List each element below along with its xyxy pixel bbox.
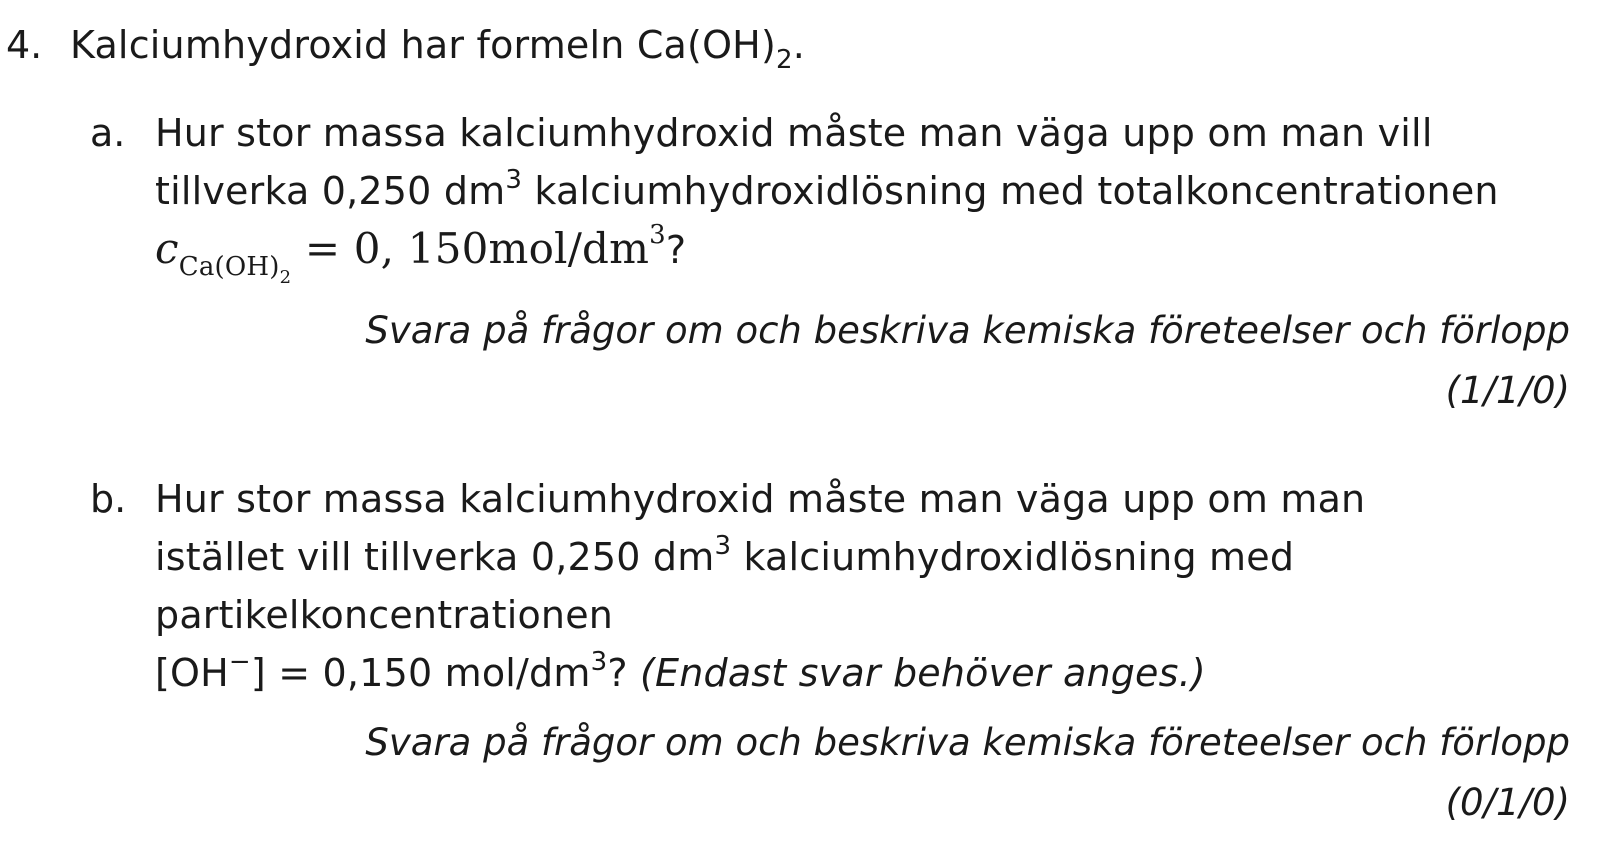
question-intro-text: Kalciumhydroxid har formeln Ca(OH): [70, 23, 776, 67]
part-b-line-4-pre: [OH: [155, 651, 229, 695]
question-intro: [70, 22, 806, 75]
part-a-label: a.: [90, 111, 126, 155]
part-b-label: b.: [90, 477, 127, 521]
part-a-line-1: Hur stor massa kalciumhydroxid måste man väga upp om man vill: [155, 111, 1433, 155]
part-a-formula-subscript: [178, 252, 292, 288]
part-a-formula: [155, 220, 687, 288]
part-b-line-4-sup2: 3: [590, 647, 608, 677]
part-b-line-4-end: ?: [607, 651, 640, 695]
part-b-line-2-sup: 3: [714, 531, 732, 561]
part-a-competence: Svara på frågor om och beskriva kemiska företeelser och förlopp: [365, 309, 1570, 352]
question-intro-end: .: [792, 23, 806, 67]
question-number: 4.: [6, 23, 43, 67]
part-b-line-4: [155, 647, 1206, 696]
part-a-line-2: [155, 165, 1499, 214]
part-a-points: (1/1/0): [1445, 369, 1570, 412]
part-b-line-2-pre: istället vill tillverka 0,250 dm: [155, 535, 715, 579]
question-intro-subscript: 2: [775, 45, 793, 75]
part-a-formula-end: ?: [665, 228, 687, 272]
part-a-formula-subscript-text: Ca(OH): [178, 252, 280, 282]
part-a-formula-equation: = 0, 150mol/dm: [291, 224, 650, 273]
part-b-line-4-sup: −: [228, 647, 251, 677]
part-a-line-2-pre: tillverka 0,250 dm: [155, 169, 506, 213]
part-a-line-2-post: kalciumhydroxidlösning med totalkoncentrationen: [522, 169, 1499, 213]
part-b-hint: (Endast svar behöver anges.): [639, 651, 1206, 695]
part-b-line-4-mid: ] = 0,150 mol/dm: [250, 651, 591, 695]
part-a-formula-subsubscript: 2: [279, 267, 292, 288]
part-b-points: (0/1/0): [1445, 781, 1570, 824]
part-b-competence: Svara på frågor om och beskriva kemiska företeelser och förlopp: [365, 721, 1570, 764]
part-a-formula-variable: c: [155, 224, 179, 273]
part-a-line-2-sup: 3: [505, 165, 523, 195]
part-b-line-2-post: kalciumhydroxidlösning med: [731, 535, 1295, 579]
part-b-line-1: Hur stor massa kalciumhydroxid måste man väga upp om man: [155, 477, 1366, 521]
part-b-line-3: partikelkoncentrationen: [155, 593, 614, 637]
part-a-formula-superscript: 3: [649, 220, 666, 250]
part-b-line-2: [155, 531, 1295, 580]
